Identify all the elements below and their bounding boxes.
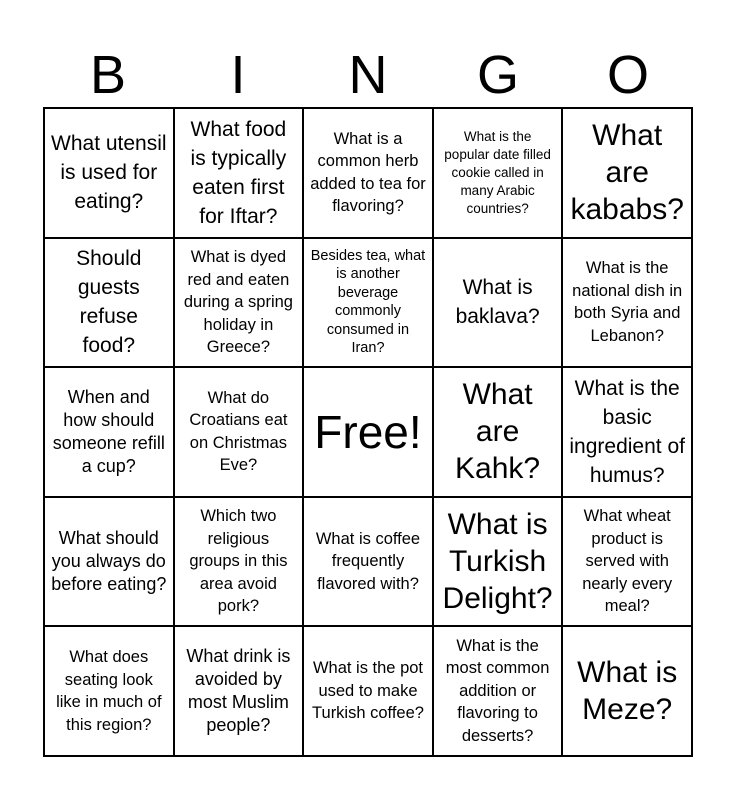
- header-letter-i: I: [230, 45, 246, 105]
- header-letter-n: N: [348, 45, 388, 105]
- bingo-cell[interactable]: [174, 367, 304, 497]
- bingo-cell[interactable]: [433, 238, 563, 368]
- cell-text: What is a common herb added to tea for flavoring?: [310, 129, 426, 216]
- bingo-board: [43, 107, 693, 757]
- bingo-cell[interactable]: [303, 626, 433, 756]
- cell-text: What is Meze?: [577, 656, 678, 727]
- bingo-cell[interactable]: [562, 238, 692, 368]
- bingo-cell[interactable]: [44, 497, 174, 627]
- bingo-cell[interactable]: [562, 367, 692, 497]
- header-letter-g: G: [476, 45, 519, 105]
- cell-text: What is the most common addition or flavoring to desserts?: [445, 636, 550, 745]
- header-letter-o: O: [606, 45, 649, 105]
- cell-text: What food is typically eaten first for Iftar?: [190, 117, 287, 228]
- cell-text: What is the pot used to make Turkish coffee?: [312, 659, 424, 723]
- bingo-cell[interactable]: [433, 626, 563, 756]
- cell-text: What wheat product is served with nearly every meal?: [582, 507, 673, 616]
- bingo-cell[interactable]: [433, 367, 563, 497]
- cell-text: What does seating look like in much of this region?: [56, 648, 162, 734]
- cell-text: What utensil is used for eating?: [51, 132, 167, 214]
- bingo-cell[interactable]: [44, 626, 174, 756]
- cell-text: Should guests refuse food?: [76, 247, 142, 358]
- free-space-cell[interactable]: [303, 367, 433, 497]
- bingo-cell[interactable]: [433, 497, 563, 627]
- cell-text: Besides tea, what is another beverage commonly consumed in Iran?: [310, 247, 426, 357]
- cell-text: What are Kahk?: [455, 378, 541, 486]
- bingo-cell[interactable]: [174, 497, 304, 627]
- bingo-cell[interactable]: [433, 108, 563, 238]
- bingo-cell[interactable]: [303, 497, 433, 627]
- bingo-cell[interactable]: [562, 108, 692, 238]
- header-letter-b: B: [89, 45, 127, 105]
- bingo-header: [43, 42, 693, 108]
- bingo-cell[interactable]: [44, 367, 174, 497]
- bingo-cell[interactable]: [174, 626, 304, 756]
- cell-text: What are kababs?: [570, 119, 684, 227]
- cell-text: Which two religious groups in this area avoid pork?: [189, 507, 288, 616]
- cell-text: What do Croatians eat on Christmas Eve?: [189, 388, 288, 475]
- bingo-cell[interactable]: [562, 497, 692, 627]
- cell-text: What should you always do before eating?: [51, 528, 167, 595]
- bingo-cell[interactable]: [44, 238, 174, 368]
- bingo-cell[interactable]: [44, 108, 174, 238]
- bingo-cell[interactable]: [174, 108, 304, 238]
- cell-text: What is the basic ingredient of humus?: [569, 376, 685, 487]
- bingo-cell[interactable]: [303, 108, 433, 238]
- cell-text: What is the national dish in both Syria and Lebanon?: [572, 259, 683, 345]
- cell-text: What is Turkish Delight?: [442, 508, 553, 616]
- cell-text: When and how should someone refill a cup?: [52, 386, 165, 476]
- cell-text: What is dyed red and eaten during a spring holiday in Greece?: [183, 248, 293, 357]
- cell-text: What is coffee frequently flavored with?: [315, 529, 421, 593]
- bingo-cell[interactable]: [303, 238, 433, 368]
- bingo-cell[interactable]: [174, 238, 304, 368]
- cell-text: What drink is avoided by most Muslim people?: [186, 646, 291, 736]
- cell-text: What is the popular date filled cookie called in many Arabic countries?: [444, 128, 551, 216]
- bingo-cell[interactable]: [562, 626, 692, 756]
- cell-text: What is baklava?: [455, 276, 540, 329]
- free-space-label: Free!: [314, 405, 422, 458]
